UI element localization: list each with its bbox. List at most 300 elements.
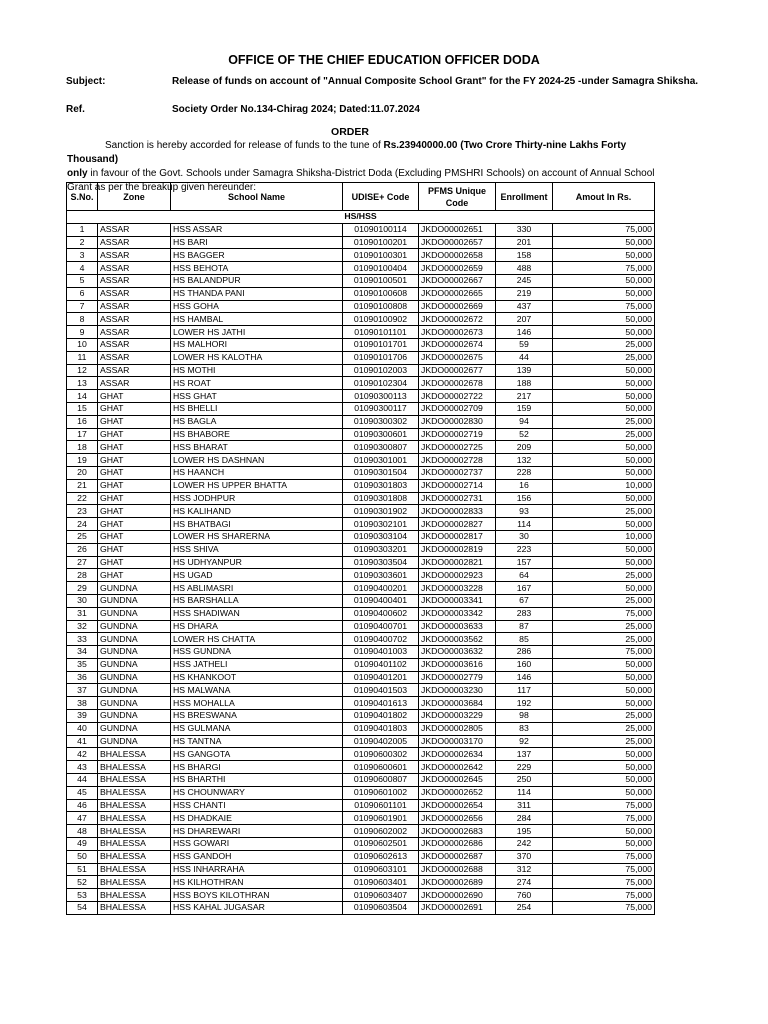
cell-enrollment: 167 [496,582,553,595]
cell-zone: ASSAR [98,326,171,339]
cell-school-name: HS KILHOTHRAN [171,876,343,889]
cell-enrollment: 311 [496,799,553,812]
cell-enrollment: 274 [496,876,553,889]
cell-school-name: HS BHARGI [171,761,343,774]
cell-pfms-code: JKDO00003633 [419,620,496,633]
cell-pfms-code: JKDO00003342 [419,607,496,620]
cell-zone: GHAT [98,556,171,569]
cell-amount: 50,000 [553,236,655,249]
cell-zone: GUNDNA [98,594,171,607]
table-row [67,607,655,620]
cell-sno: 2 [67,236,98,249]
cell-school-name: LOWER HS KALOTHA [171,351,343,364]
cell-enrollment: 52 [496,428,553,441]
table-row [67,287,655,300]
cell-amount: 25,000 [553,594,655,607]
cell-udise-code: 01090600601 [343,761,419,774]
cell-zone: GUNDNA [98,684,171,697]
cell-pfms-code: JKDO00002672 [419,313,496,326]
cell-amount: 25,000 [553,428,655,441]
table-row [67,313,655,326]
cell-school-name: HSS JATHELI [171,658,343,671]
table-row [67,236,655,249]
cell-udise-code: 01090301902 [343,505,419,518]
cell-udise-code: 01090603401 [343,876,419,889]
cell-school-name: HS BALANDPUR [171,274,343,287]
table-row [67,428,655,441]
cell-pfms-code: JKDO00002667 [419,274,496,287]
table-row [67,838,655,851]
cell-zone: ASSAR [98,377,171,390]
cell-school-name: LOWER HS JATHI [171,326,343,339]
cell-zone: BHALESSA [98,761,171,774]
cell-amount: 25,000 [553,620,655,633]
table-row [67,658,655,671]
cell-udise-code: 01090101701 [343,338,419,351]
cell-sno: 26 [67,543,98,556]
cell-school-name: HS BHELLI [171,402,343,415]
cell-udise-code: 01090401803 [343,722,419,735]
cell-school-name: HS GANGOTA [171,748,343,761]
cell-sno: 50 [67,850,98,863]
para-only: only [67,168,88,179]
cell-zone: BHALESSA [98,812,171,825]
cell-amount: 50,000 [553,658,655,671]
cell-udise-code: 01090603407 [343,889,419,902]
cell-udise-code: 01090400702 [343,633,419,646]
cell-pfms-code: JKDO00002652 [419,786,496,799]
order-heading: ORDER [331,126,369,138]
table-row [67,262,655,275]
cell-zone: ASSAR [98,338,171,351]
cell-enrollment: 93 [496,505,553,518]
cell-pfms-code: JKDO00002659 [419,262,496,275]
cell-pfms-code: JKDO00002830 [419,415,496,428]
table-row [67,300,655,313]
cell-sno: 51 [67,863,98,876]
para-amount: Rs.23940000.00 (Two Crore Thirty-nine Lakhs Forty Thousand) [67,140,627,165]
cell-udise-code: 01090100501 [343,274,419,287]
cell-school-name: HS DHARA [171,620,343,633]
cell-amount: 25,000 [553,338,655,351]
cell-school-name: HSS CHANTI [171,799,343,812]
ref-label: Ref. [66,104,85,115]
cell-pfms-code: JKDO00002827 [419,518,496,531]
cell-pfms-code: JKDO00002645 [419,774,496,787]
ref-text: Society Order No.134-Chirag 2024; Dated:11.07.2024 [172,104,420,115]
cell-udise-code: 01090302101 [343,518,419,531]
cell-udise-code: 01090601002 [343,786,419,799]
cell-zone: GHAT [98,569,171,582]
cell-amount: 50,000 [553,697,655,710]
cell-amount: 10,000 [553,479,655,492]
cell-school-name: HS BARI [171,236,343,249]
cell-amount: 75,000 [553,646,655,659]
cell-school-name: HSS ASSAR [171,223,343,236]
cell-pfms-code: JKDO00002737 [419,466,496,479]
subject-text: Release of funds on account of "Annual Composite School Grant" for the FY 2024-25 -under Samagra Shiksha. [172,76,699,87]
cell-enrollment: 488 [496,262,553,275]
cell-enrollment: 30 [496,530,553,543]
cell-sno: 53 [67,889,98,902]
cell-enrollment: 146 [496,326,553,339]
cell-enrollment: 67 [496,594,553,607]
cell-zone: GUNDNA [98,735,171,748]
cell-school-name: HS ROAT [171,377,343,390]
cell-enrollment: 254 [496,902,553,915]
table-row [67,850,655,863]
cell-sno: 24 [67,518,98,531]
cell-sno: 28 [67,569,98,582]
cell-sno: 1 [67,223,98,236]
cell-school-name: HS KHANKOOT [171,671,343,684]
cell-udise-code: 01090100114 [343,223,419,236]
cell-udise-code: 01090400401 [343,594,419,607]
cell-sno: 31 [67,607,98,620]
cell-enrollment: 16 [496,479,553,492]
table-row [67,710,655,723]
cell-pfms-code: JKDO00002719 [419,428,496,441]
cell-zone: BHALESSA [98,774,171,787]
table-row [67,889,655,902]
table-row [67,249,655,262]
cell-zone: BHALESSA [98,748,171,761]
cell-zone: BHALESSA [98,799,171,812]
cell-sno: 15 [67,402,98,415]
cell-pfms-code: JKDO00002817 [419,530,496,543]
cell-sno: 21 [67,479,98,492]
section-row [67,211,655,224]
cell-sno: 9 [67,326,98,339]
cell-zone: BHALESSA [98,786,171,799]
cell-amount: 25,000 [553,351,655,364]
cell-amount: 50,000 [553,390,655,403]
cell-amount: 50,000 [553,748,655,761]
col-header-pfms-code: PFMS Unique Code [419,183,496,211]
cell-zone: GUNDNA [98,620,171,633]
cell-zone: BHALESSA [98,838,171,851]
cell-school-name: HSS GHAT [171,390,343,403]
cell-udise-code: 01090303504 [343,556,419,569]
table-row [67,274,655,287]
cell-udise-code: 01090402005 [343,735,419,748]
cell-pfms-code: JKDO00003684 [419,697,496,710]
cell-sno: 49 [67,838,98,851]
cell-sno: 25 [67,530,98,543]
table-row [67,582,655,595]
cell-udise-code: 01090602501 [343,838,419,851]
table-row [67,569,655,582]
cell-amount: 75,000 [553,876,655,889]
cell-amount: 50,000 [553,774,655,787]
cell-enrollment: 87 [496,620,553,633]
cell-zone: BHALESSA [98,876,171,889]
cell-amount: 75,000 [553,799,655,812]
cell-sno: 41 [67,735,98,748]
cell-amount: 25,000 [553,633,655,646]
cell-zone: GUNDNA [98,582,171,595]
cell-sno: 3 [67,249,98,262]
table-row [67,748,655,761]
cell-school-name: LOWER HS SHARERNA [171,530,343,543]
table-row [67,441,655,454]
col-header-enrollment: Enrollment [496,183,553,211]
grant-table [66,182,655,915]
cell-amount: 50,000 [553,492,655,505]
cell-zone: ASSAR [98,351,171,364]
cell-udise-code: 01090401802 [343,710,419,723]
cell-enrollment: 283 [496,607,553,620]
table-header-row [67,183,655,211]
cell-school-name: HS BAGGER [171,249,343,262]
cell-udise-code: 01090601901 [343,812,419,825]
cell-udise-code: 01090100808 [343,300,419,313]
cell-enrollment: 188 [496,377,553,390]
cell-udise-code: 01090102003 [343,364,419,377]
table-row [67,466,655,479]
cell-pfms-code: JKDO00002821 [419,556,496,569]
cell-zone: ASSAR [98,300,171,313]
cell-sno: 17 [67,428,98,441]
cell-enrollment: 83 [496,722,553,735]
cell-enrollment: 229 [496,761,553,774]
cell-enrollment: 157 [496,556,553,569]
cell-zone: GUNDNA [98,607,171,620]
cell-pfms-code: JKDO00002678 [419,377,496,390]
table-row [67,633,655,646]
cell-udise-code: 01090602613 [343,850,419,863]
cell-sno: 39 [67,710,98,723]
cell-pfms-code: JKDO00002634 [419,748,496,761]
cell-sno: 46 [67,799,98,812]
cell-udise-code: 01090401613 [343,697,419,710]
cell-udise-code: 01090303201 [343,543,419,556]
cell-amount: 50,000 [553,684,655,697]
cell-zone: ASSAR [98,287,171,300]
cell-enrollment: 44 [496,351,553,364]
cell-amount: 50,000 [553,274,655,287]
cell-zone: ASSAR [98,236,171,249]
cell-amount: 50,000 [553,249,655,262]
cell-school-name: HSS GUNDNA [171,646,343,659]
cell-sno: 20 [67,466,98,479]
para-rest: in favour of the Govt. Schools under Samagra Shiksha-District Doda (Excluding PMSHRI Schools) on account of Annual School Grant as per the breakup given hereunder: [67,168,655,193]
cell-pfms-code: JKDO00003341 [419,594,496,607]
table-row [67,902,655,915]
cell-udise-code: 01090101101 [343,326,419,339]
cell-zone: BHALESSA [98,863,171,876]
cell-zone: GHAT [98,390,171,403]
cell-amount: 25,000 [553,722,655,735]
cell-school-name: HSS MOHALLA [171,697,343,710]
cell-enrollment: 207 [496,313,553,326]
cell-school-name: HSS GANDOH [171,850,343,863]
table-row [67,505,655,518]
table-row [67,825,655,838]
cell-pfms-code: JKDO00003228 [419,582,496,595]
cell-amount: 50,000 [553,313,655,326]
cell-sno: 6 [67,287,98,300]
table-row [67,402,655,415]
cell-school-name: HSS JODHPUR [171,492,343,505]
cell-pfms-code: JKDO00003230 [419,684,496,697]
cell-zone: ASSAR [98,274,171,287]
cell-pfms-code: JKDO00002654 [419,799,496,812]
cell-udise-code: 01090100404 [343,262,419,275]
cell-zone: GHAT [98,505,171,518]
cell-zone: GUNDNA [98,710,171,723]
cell-pfms-code: JKDO00002731 [419,492,496,505]
cell-enrollment: 217 [496,390,553,403]
cell-sno: 40 [67,722,98,735]
cell-udise-code: 01090600807 [343,774,419,787]
cell-udise-code: 01090401201 [343,671,419,684]
cell-sno: 12 [67,364,98,377]
cell-sno: 54 [67,902,98,915]
cell-udise-code: 01090300601 [343,428,419,441]
cell-udise-code: 01090601101 [343,799,419,812]
cell-enrollment: 223 [496,543,553,556]
cell-enrollment: 242 [496,838,553,851]
cell-zone: ASSAR [98,249,171,262]
cell-sno: 45 [67,786,98,799]
cell-amount: 50,000 [553,441,655,454]
cell-sno: 36 [67,671,98,684]
cell-school-name: HS THANDA PANI [171,287,343,300]
table-row [67,594,655,607]
cell-enrollment: 195 [496,825,553,838]
cell-school-name: HSS KAHAL JUGASAR [171,902,343,915]
cell-sno: 5 [67,274,98,287]
cell-school-name: HS BHARTHI [171,774,343,787]
table-row [67,518,655,531]
cell-zone: GUNDNA [98,697,171,710]
table-row [67,364,655,377]
cell-amount: 50,000 [553,377,655,390]
cell-school-name: HSS GOHA [171,300,343,313]
cell-enrollment: 156 [496,492,553,505]
cell-school-name: HSS GOWARI [171,838,343,851]
cell-zone: BHALESSA [98,850,171,863]
cell-amount: 75,000 [553,902,655,915]
cell-enrollment: 312 [496,863,553,876]
cell-zone: ASSAR [98,262,171,275]
cell-school-name: HS KALIHAND [171,505,343,518]
cell-amount: 50,000 [553,786,655,799]
cell-enrollment: 92 [496,735,553,748]
cell-udise-code: 01090100301 [343,249,419,262]
cell-sno: 10 [67,338,98,351]
cell-enrollment: 192 [496,697,553,710]
cell-zone: GHAT [98,543,171,556]
document-title: OFFICE OF THE CHIEF EDUCATION OFFICER DODA [228,53,540,67]
cell-zone: GHAT [98,518,171,531]
subject-label: Subject: [66,76,106,87]
cell-amount: 50,000 [553,671,655,684]
cell-zone: ASSAR [98,223,171,236]
cell-amount: 25,000 [553,735,655,748]
cell-pfms-code: JKDO00002683 [419,825,496,838]
cell-amount: 50,000 [553,825,655,838]
cell-zone: ASSAR [98,364,171,377]
cell-udise-code: 01090400701 [343,620,419,633]
cell-sno: 14 [67,390,98,403]
cell-udise-code: 01090401503 [343,684,419,697]
table-row [67,799,655,812]
cell-zone: GHAT [98,415,171,428]
cell-enrollment: 137 [496,748,553,761]
cell-pfms-code: JKDO00003562 [419,633,496,646]
cell-sno: 34 [67,646,98,659]
cell-amount: 25,000 [553,415,655,428]
cell-school-name: HSS BHARAT [171,441,343,454]
cell-enrollment: 114 [496,786,553,799]
cell-pfms-code: JKDO00002689 [419,876,496,889]
cell-enrollment: 146 [496,671,553,684]
table-row [67,326,655,339]
cell-udise-code: 01090301808 [343,492,419,505]
cell-school-name: HS DHAREWARI [171,825,343,838]
cell-pfms-code: JKDO00003170 [419,735,496,748]
table-row [67,530,655,543]
cell-pfms-code: JKDO00002833 [419,505,496,518]
cell-school-name: HS BRESWANA [171,710,343,723]
cell-sno: 38 [67,697,98,710]
cell-amount: 50,000 [553,543,655,556]
cell-amount: 50,000 [553,326,655,339]
cell-sno: 47 [67,812,98,825]
cell-pfms-code: JKDO00002675 [419,351,496,364]
cell-sno: 48 [67,825,98,838]
cell-pfms-code: JKDO00002722 [419,390,496,403]
cell-school-name: HSS BEHOTA [171,262,343,275]
cell-enrollment: 219 [496,287,553,300]
cell-udise-code: 01090102304 [343,377,419,390]
cell-sno: 11 [67,351,98,364]
cell-sno: 37 [67,684,98,697]
table-row [67,543,655,556]
table-row [67,876,655,889]
col-header-amount: Amout In Rs. [553,183,655,211]
cell-pfms-code: JKDO00002923 [419,569,496,582]
cell-school-name: HSS INHARRAHA [171,863,343,876]
cell-amount: 50,000 [553,287,655,300]
cell-sno: 43 [67,761,98,774]
cell-pfms-code: JKDO00002642 [419,761,496,774]
table-row [67,479,655,492]
table-row [67,377,655,390]
cell-amount: 10,000 [553,530,655,543]
cell-pfms-code: JKDO00002687 [419,850,496,863]
cell-udise-code: 01090401102 [343,658,419,671]
cell-amount: 50,000 [553,454,655,467]
table-row [67,390,655,403]
cell-amount: 50,000 [553,761,655,774]
cell-udise-code: 01090100201 [343,236,419,249]
cell-enrollment: 159 [496,402,553,415]
cell-pfms-code: JKDO00003616 [419,658,496,671]
cell-enrollment: 85 [496,633,553,646]
cell-pfms-code: JKDO00002665 [419,287,496,300]
cell-amount: 75,000 [553,223,655,236]
cell-udise-code: 01090301504 [343,466,419,479]
cell-pfms-code: JKDO00003229 [419,710,496,723]
cell-pfms-code: JKDO00002805 [419,722,496,735]
cell-pfms-code: JKDO00002690 [419,889,496,902]
cell-pfms-code: JKDO00002673 [419,326,496,339]
cell-pfms-code: JKDO00002819 [419,543,496,556]
table-row [67,684,655,697]
